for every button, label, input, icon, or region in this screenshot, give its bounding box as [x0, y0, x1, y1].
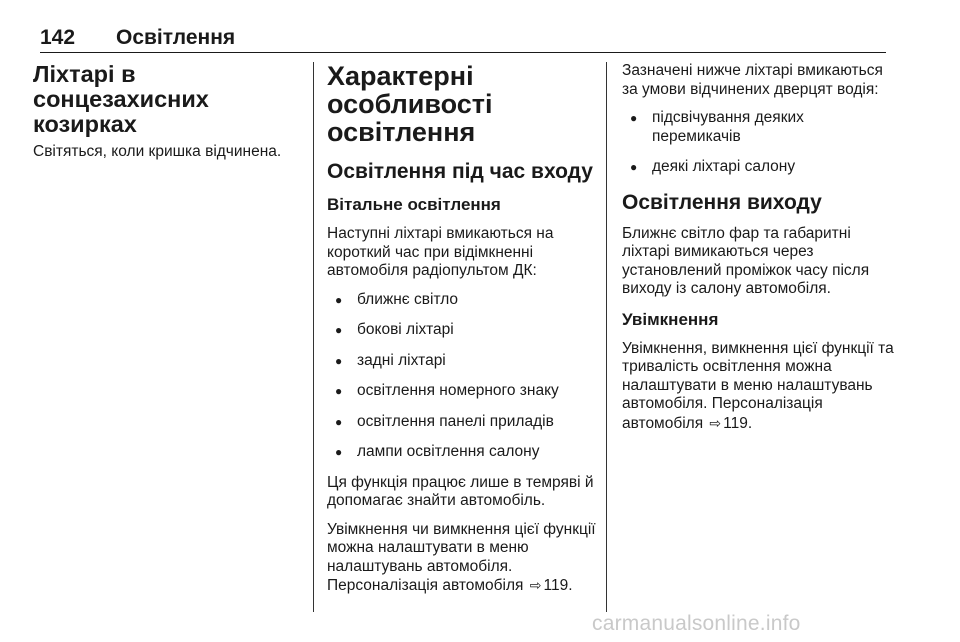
bullet-list — [622, 109, 894, 177]
paragraph-with-reference — [327, 521, 599, 596]
page-reference-link[interactable]: 119. — [723, 414, 753, 432]
list-item: ● ближнє світло — [327, 291, 599, 310]
list-item: ● деякі ліхтарі салону — [622, 158, 894, 177]
section-heading-entry-lighting: Освітлення під час входу — [327, 160, 593, 183]
running-title: Освітлення — [116, 26, 236, 49]
paragraph-with-reference — [622, 340, 894, 434]
page-reference-link[interactable]: 119. — [543, 577, 573, 594]
paragraph-text: Увімкнення, вимкнення цієї функції та тривалість освітлення можна налаштувати в меню налаштувань автомобіля. Персоналізація автомобіля — [622, 339, 894, 432]
page-reference-arrow-icon: ⇨ — [709, 414, 722, 431]
watermark: carmanualsonline.info — [592, 612, 801, 635]
page-header — [40, 26, 886, 53]
paragraph: Зазначені нижче ліхтарі вмикаються за умови відчинених дверцят водія: — [622, 62, 883, 98]
chapter-heading: Характерні особливості освітлення — [327, 61, 493, 147]
paragraph: Наступні ліхтарі вмикаються на короткий час при відімкненні автомобіля радіопультом ДК: — [327, 225, 554, 279]
column-middle — [327, 62, 599, 606]
list-item: ● лампи освітлення салону — [327, 443, 599, 462]
bullet-list — [327, 291, 599, 462]
list-item: ● підсвічування деяких перемикачів — [622, 109, 894, 146]
list-item: ● задні ліхтарі — [327, 352, 599, 371]
subsection-heading-welcome-lighting: Вітальне освітлення — [327, 195, 501, 214]
list-item: ● освітлення номерного знаку — [327, 382, 599, 401]
section-heading-exit-lighting: Освітлення виходу — [622, 190, 822, 214]
paragraph: Світяться, коли кришка відчинена. — [33, 143, 282, 160]
subsection-heading-activation: Увімкнення — [622, 309, 719, 329]
list-item: ● освітлення панелі приладів — [327, 413, 599, 432]
paragraph: Ближнє світло фар та габаритні ліхтарі вимикаються через установлений проміжок часу після виходу із салону автомобіля. — [622, 224, 870, 297]
paragraph-text: Увімкнення чи вимкнення цієї функції можна налаштувати в меню налаштувань автомобіля. Персоналізація автомобіля — [327, 520, 596, 594]
section-heading-visor-lamps: Ліхтарі в сонцезахисних козирках — [33, 61, 209, 137]
column-left — [33, 62, 305, 172]
column-divider — [606, 62, 607, 612]
list-item: ● бокові ліхтарі — [327, 321, 599, 340]
page-reference-arrow-icon: ⇨ — [529, 577, 542, 593]
paragraph: Ця функція працює лише в темряві й допомагає знайти автомобіль. — [327, 473, 594, 509]
column-right — [622, 62, 894, 443]
page-number: 142 — [40, 26, 76, 49]
column-divider — [313, 62, 314, 612]
